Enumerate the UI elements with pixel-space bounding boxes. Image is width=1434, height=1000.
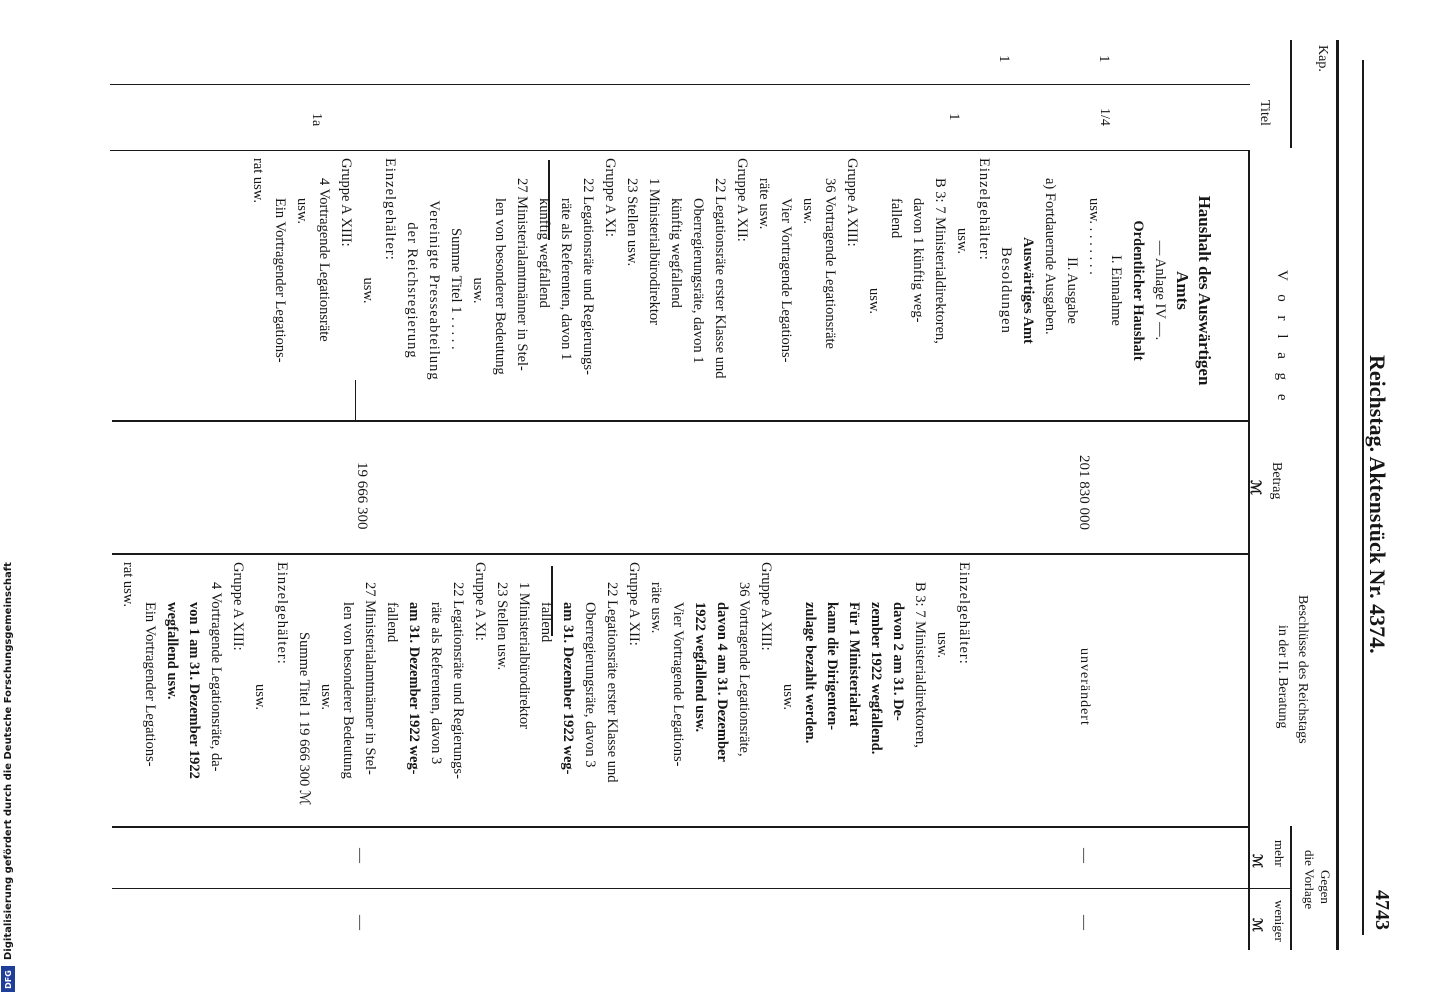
vorlage-line: 22 Legationsräte erster Klasse und bbox=[712, 178, 728, 379]
beschluesse-line: 4 Vortragende Legationsräte, da- bbox=[208, 582, 224, 772]
vorlage-line: Haushalt des Auswärtigen bbox=[1195, 195, 1214, 386]
beschluesse-line: Einzelgehälter: bbox=[956, 562, 972, 665]
weniger-dash-summe: — bbox=[352, 915, 368, 930]
beschluesse-line: 23 Stellen usw. bbox=[494, 582, 510, 671]
vorlage-line: räte als Referenten, davon 1 bbox=[558, 198, 574, 361]
column-header-mehr: mehr bbox=[1272, 840, 1287, 867]
vorlage-line: Gruppe A XII: bbox=[734, 158, 750, 242]
vorlage-text-block bbox=[247, 158, 1215, 423]
beschluesse-line: davon 2 am 31. De- bbox=[890, 602, 906, 721]
beschluesse-line: kann die Dirigenten- bbox=[824, 602, 840, 731]
beschluesse-line: rat usw. bbox=[120, 562, 136, 607]
vorlage-line: Vereinigte Presseabteilung bbox=[426, 200, 442, 381]
vorlage-line: usw. bbox=[866, 288, 882, 315]
document-title: Reichstag. Aktenstück Nr. 4374. bbox=[1365, 355, 1390, 654]
column-header-kap: Kap. bbox=[1315, 45, 1330, 72]
beschluesse-line: B 3: 7 Ministerialdirektoren, bbox=[912, 582, 928, 748]
vorlage-line: Einzelgehälter: bbox=[976, 158, 992, 261]
beschluesse-line: 22 Legationsräte und Regierungs- bbox=[450, 582, 466, 779]
titel-number-presse: 1a bbox=[309, 113, 324, 127]
vorlage-line: usw. bbox=[294, 198, 310, 225]
vorlage-line: 23 Stellen usw. bbox=[624, 178, 640, 267]
weniger-dash-einnahme: — bbox=[1076, 915, 1092, 930]
column-header-mehr-unit: ℳ bbox=[1250, 854, 1265, 868]
vorlage-line: 1 Ministerialbürodirektor bbox=[646, 178, 662, 325]
column-header-gegen-sub: die Vorlage bbox=[1302, 850, 1317, 910]
beschluesse-line: räte usw. bbox=[648, 582, 664, 634]
rule-col-titel bbox=[110, 84, 1250, 85]
vorlage-line: fallend bbox=[888, 198, 904, 239]
beschluesse-line: Ein Vortragender Legations- bbox=[142, 602, 158, 767]
beschluesse-line: len von besonderer Bedeutung bbox=[340, 602, 356, 779]
beschluesse-line: 27 Ministerialamtmänner in Stel- bbox=[362, 582, 378, 775]
column-header-beschluesse: Beschlüsse des Reichstags bbox=[1295, 595, 1310, 744]
beschluesse-line: von 1 am 31. Dezember 1922 bbox=[186, 602, 202, 779]
beschluesse-unchanged: unverändert bbox=[1077, 648, 1092, 726]
vorlage-line: usw. bbox=[954, 228, 970, 255]
beschluesse-line: wegfallend usw. bbox=[164, 602, 180, 700]
vorlage-line: 4 Vortragende Legationsräte bbox=[316, 178, 332, 342]
vorlage-line: Ein Vortragender Legations- bbox=[272, 198, 288, 363]
beschluesse-line: 36 Vortragende Legationsräte, bbox=[736, 582, 752, 757]
vorlage-line: — Anlage IV —. bbox=[1152, 240, 1168, 341]
beschluesse-text-block bbox=[117, 562, 975, 832]
column-header-weniger: weniger bbox=[1272, 900, 1287, 942]
page-number: 4743 bbox=[1371, 890, 1393, 930]
vorlage-line: a) Fortdauernde Ausgaben. bbox=[1042, 178, 1058, 335]
rule-col-betrag-beschl bbox=[112, 553, 1250, 555]
beschluesse-line: am 31. Dezember 1922 weg- bbox=[406, 602, 422, 775]
rule-col-titel-vorlage bbox=[110, 150, 1250, 151]
kap-number-ausgabe: 1 bbox=[996, 55, 1012, 63]
betrag-einnahme: 201 830 000 bbox=[1076, 455, 1092, 530]
vorlage-line: Einzelgehälter: bbox=[382, 158, 398, 261]
vorlage-line: räte usw. bbox=[756, 178, 772, 230]
beschluesse-line: fallend bbox=[538, 602, 554, 643]
beschluesse-line: usw. bbox=[934, 632, 950, 659]
vorlage-line: Summe Titel 1 . . . . . bbox=[448, 228, 464, 350]
beschluesse-line: Gruppe A XII: bbox=[626, 562, 642, 646]
vorlage-line: 27 Ministerialamtmänner in Stel- bbox=[514, 178, 530, 371]
beschluesse-line: 1 Ministerialbürodirektor bbox=[516, 582, 532, 729]
column-header-vorlage: V o r l a g e bbox=[1274, 270, 1290, 406]
rule-top-double-a bbox=[1336, 40, 1339, 950]
vorlage-line: davon 1 künftig weg- bbox=[910, 198, 926, 323]
titel-number-einnahme: 1/4 bbox=[1097, 108, 1112, 126]
beschluesse-line: Für 1 Ministerialrat bbox=[846, 602, 862, 727]
vorlage-line: B 3: 7 Ministerialdirektoren, bbox=[932, 178, 948, 344]
beschluesse-line: usw. bbox=[252, 683, 268, 711]
dfg-logo-icon bbox=[1, 966, 15, 992]
vorlage-line: Gruppe A XIII: bbox=[338, 158, 354, 247]
beschluesse-line: usw. bbox=[318, 683, 334, 711]
vorlage-line: Gruppe A XIII: bbox=[844, 158, 860, 247]
vorlage-line: usw. bbox=[470, 277, 486, 304]
beschluesse-line: Einzelgehälter: bbox=[274, 562, 290, 665]
vorlage-line: Auswärtiges Amt bbox=[1020, 237, 1036, 344]
mehr-dash-summe: — bbox=[352, 848, 368, 863]
vorlage-line: Besoldungen bbox=[998, 247, 1014, 334]
beschluesse-line: räte als Referenten, davon 3 bbox=[428, 602, 444, 765]
vorlage-line: usw. . . . . . . . bbox=[1086, 198, 1102, 275]
beschluesse-line: Gruppe A XIII: bbox=[758, 562, 774, 651]
vorlage-line: usw. bbox=[360, 277, 376, 304]
vorlage-line: künftig wegfallend bbox=[668, 198, 684, 308]
betrag-summe-titel-1: 19 666 300 bbox=[354, 462, 370, 530]
titel-number-besoldungen: 1 bbox=[946, 113, 962, 121]
beschluesse-line: usw. bbox=[780, 683, 796, 711]
rule-gegen-header bbox=[1290, 826, 1292, 950]
vorlage-line: Oberregierungsräte, davon 1 bbox=[690, 198, 706, 364]
column-header-titel: Titel bbox=[1257, 100, 1272, 126]
vorlage-line: 36 Vortragende Legationsräte bbox=[822, 178, 838, 349]
vorlage-line: Amts bbox=[1173, 271, 1192, 310]
vorlage-line: 22 Legationsräte und Regierungs- bbox=[580, 178, 596, 375]
beschluesse-line: zember 1922 wegfallend. bbox=[868, 602, 884, 755]
beschluesse-line: Gruppe A XI: bbox=[472, 562, 488, 641]
rule-header-bottom bbox=[1248, 150, 1250, 950]
mehr-dash-einnahme: — bbox=[1076, 848, 1092, 863]
vorlage-line: Gruppe A XI: bbox=[602, 158, 618, 237]
funding-note: Digitalisierung gefördert durch die Deutsche Forschungsgemeinschaft bbox=[3, 562, 14, 960]
vorlage-line: usw. bbox=[800, 198, 816, 225]
vorlage-line: II. Ausgabe bbox=[1064, 257, 1080, 324]
kap-number-einnahme: 1 bbox=[1096, 55, 1112, 63]
beschluesse-line: 1922 wegfallend usw. bbox=[692, 602, 708, 733]
column-header-gegen: Gegen bbox=[1318, 870, 1333, 904]
beschluesse-line: Summe Titel 1 19 666 300 ℳ bbox=[296, 632, 312, 806]
rule-col-kap bbox=[1290, 40, 1292, 148]
beschluesse-line: zulage bezahlt werden. bbox=[802, 602, 818, 744]
column-header-weniger-unit: ℳ bbox=[1250, 918, 1265, 932]
beschluesse-line: fallend bbox=[384, 602, 400, 643]
beschluesse-line: am 31. Dezember 1922 weg- bbox=[560, 602, 576, 775]
beschluesse-line: davon 4 am 31. Dezember bbox=[714, 602, 730, 762]
vorlage-line: Vier Vortragende Legations- bbox=[778, 198, 794, 363]
vorlage-line: künftig wegfallend bbox=[536, 198, 552, 308]
vorlage-line: Ordentlicher Haushalt bbox=[1130, 220, 1146, 361]
column-header-betrag-unit: ℳ bbox=[1247, 480, 1262, 495]
beschluesse-line: Gruppe A XIII: bbox=[230, 562, 246, 651]
rule-top-double-b bbox=[1362, 60, 1364, 935]
dfg-logo-text: DFG bbox=[3, 969, 13, 989]
column-header-betrag: Betrag bbox=[1269, 462, 1284, 500]
vorlage-line: len von besonderer Bedeutung bbox=[492, 198, 508, 375]
beschluesse-line: Oberregierungsräte, davon 3 bbox=[582, 602, 598, 768]
beschluesse-line: Vier Vortragende Legations- bbox=[670, 602, 686, 767]
rule-col-mehr-weniger bbox=[112, 888, 1290, 889]
vorlage-line: rat usw. bbox=[250, 158, 266, 203]
beschluesse-line: 22 Legationsräte erster Klasse und bbox=[604, 582, 620, 783]
vorlage-line: I. Einnahme bbox=[1108, 255, 1124, 326]
vorlage-line: der Reichsregierung bbox=[404, 222, 420, 359]
column-header-beschluesse-sub: in der II. Beratung bbox=[1275, 625, 1290, 729]
